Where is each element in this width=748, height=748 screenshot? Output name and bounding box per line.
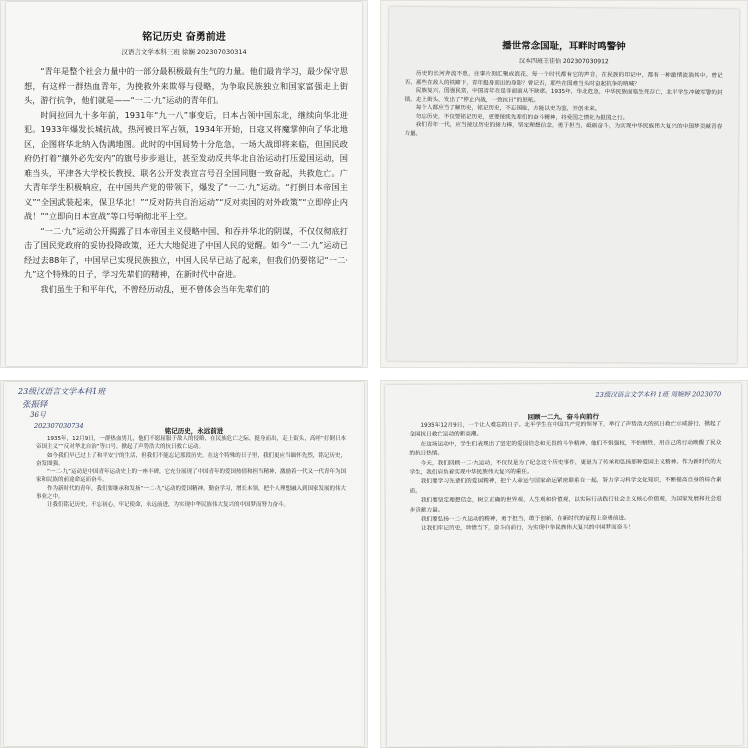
essay-photo-1 [0,0,368,368]
essay-page-4 [385,383,743,747]
essay-4-paragraph-1: 1935年12月9日，一个让人难忘的日子。北平学生在中国共产党的领导下，举行了声势浩大的抗日救亡示威游行，掀起了全国抗日救亡运动的新高潮。 [409,421,722,439]
essay-page-1 [6,2,362,366]
essay-3-paragraph-1: 1935年，12月9日，一群热血男儿，他们不愿屈服于敌人的侵略，在民族危亡之际，挺身而出，走上街头，高呼“打倒日本帝国主义”“反对华北自治”等口号，掀起了声势浩大的抗日救亡运动。 [36,436,346,451]
essay-2-paragraph-3: 每个人都应当了解历史，铭记历史，不忘国耻，方能以史为鉴，开创未来。 [415,104,601,113]
essay-3-paragraph-4: 作为新时代的青年，我们要继承和发扬“一二·九”运动的爱国精神，勤奋学习，增长本领，把个人理想融入到国家发展的伟大事业之中。 [36,485,346,501]
essay-photo-4 [380,380,748,748]
handwritten-class: 23级汉语言文学本科1班 [18,387,106,396]
essay-2-paragraph-2: 民族复兴，国强民富，中国青年在是非面前从不缺席。1935年，华北危急，中华民族面临生死存亡，北平学生冲破军警的封锁，走上街头，发出了“停止内战，一致抗日”的怒吼。 [404,87,723,104]
essay-4-paragraph-4: 我们要学习先辈们的爱国精神，把个人命运与国家命运紧密联系在一起，努力学习科学文化知识，不断提高自身的综合素质。 [409,477,722,495]
essay-2-paragraph-5: 我们青年一代，应当接过历史的接力棒，坚定理想信念，勇于担当，砥砺奋斗，为实现中华民族伟大复兴的中国梦贡献青春力量。 [404,121,723,137]
essay-4-paragraph-3: 今天，我们回顾一二·九运动，不仅仅是为了纪念这个历史事件，更是为了传承和弘扬那种爱国主义精神。作为新时代的大学生，我们肩负着实现中华民族伟大复兴的重任。 [409,458,722,476]
handwritten-number: 36号 [30,411,46,419]
essay-1-paragraph-2: 时间拉回九十多年前，1931年“九一八”事变后，日本占领中国东北，继续向华北进犯。1933年爆发长城抗战，热河被日军占领，1934年开始，日寇又将魔掌伸向了华北地区，企图将华北纳入伪满地图。此时的中国局势十分危急，一场大战即将来临，但国民政府仍打着“攘外必先安内”的旗号步步退让，甚至发动反共华北自治运动打压爱国运动，国难当头，平津各大学校长教授、联名公开发表宣言号召全国同胞一致奋起，共救危亡。广大青年学生积极响应，在中国共产党的带领下，爆发了“一二·九”运动。“打倒日本帝国主义”“全国武装起来，保卫华北！”“反对防共自治运动”“反对卖国的对外政策”“立即停止内战！”“立即向日本宣战”等口号响彻北平上空。 [24,109,348,221]
essay-1-paragraph-4: 我们虽生于和平年代，不曾经历动乱，更不曾体会当年先辈们的 [40,283,270,294]
essay-1-paragraph-3: “一二·九”运动公开揭露了日本帝国主义侵略中国、和吞并华北的阴谋，不仅仅彻底打击了国民党政府的妥协投降政策，还大大地促进了中国人民的觉醒。如今“一二·九”运动已经过去88年了，中国早已实现民族独立，中国人民早已站了起来，但我们仍要铭记“一二·九”这个特殊的日子，学习先辈们的精神，在新时代中奋进。 [24,225,348,279]
essay-photo-2 [380,0,748,368]
essay-2-title: 播世常念国耻，耳畔时鸣警钟 [502,40,626,53]
essay-1-byline: 汉语言文学本科三班 徐娴 202307030314 [121,48,247,56]
essay-4-paragraph-6: 我们要弘扬一二·九运动的精神，勇于担当，敢于创新，在新时代的征程上奋勇前进。 [420,515,630,523]
essay-1-title: 铭记历史 奋勇前进 [142,32,226,43]
essay-4-title: 回顾一二九，奋斗向前行 [527,412,599,422]
essay-page-2 [387,7,739,363]
essay-photo-3 [0,380,368,748]
handwritten-student-id: 202307030734 [34,422,84,430]
essay-4-paragraph-2: 在这场运动中，学生们表现出了坚定的爱国信念和无畏的斗争精神，他们不惧强权，不怕牺牲，用自己的行动唤醒了民众的抗日热情。 [409,439,722,458]
essay-3-title: 铭记历史，永远前进 [164,427,224,435]
essay-4-paragraph-5: 我们要坚定理想信念，树立正确的世界观、人生观和价值观，以实际行动践行社会主义核心价值观，为国家发展和社会进步贡献力量。 [409,496,722,514]
handwritten-name: 张振铎 [22,400,48,410]
essay-3-paragraph-3: “一二·九”运动是中国青年运动史上的一座丰碑，它充分展现了中国青年的爱国热情和担当精神，激励着一代又一代青年为国家和民族的前途命运而奋斗。 [36,469,346,484]
handwritten-header: 23级汉语言文学本科 1班 周婉婷 2023070 [595,390,722,399]
essay-2-paragraph-4: 勿忘历史，不仅要铭记历史，更要接续先辈们的奋斗精神，将爱国之情化为报国之行。 [415,113,629,121]
essay-4-paragraph-7: 让我们牢记历史，珍惜当下，奋斗向前行，为实现中华民族伟大复兴的中国梦而奋斗！ [420,525,634,533]
essay-3-paragraph-2: 如今我们早已过上了和平安宁的生活，但我们不能忘记那段历史。在这个特殊的日子里，我们更应当缅怀先烈，铭记历史，奋发图强。 [36,452,346,467]
essay-2-byline: 汉本四班王佳怡 202307030912 [518,57,609,66]
essay-1-paragraph-1: “青年是整个社会力量中的一部分最积极最有生气的力量。他们最肯学习，最少保守思想，有这样一群热血青年，为挽救外来欺辱与侵略，为争取民族独立和国家富强走上街头，游行抗争，他们就是——“一二·九”运动的青年们。 [24,66,348,105]
essay-page-3 [4,382,364,746]
essay-3-paragraph-5: 让我们铭记历史，不忘初心，牢记使命，永远前进，为实现中华民族伟大复兴的中国梦而努力奋斗。 [47,502,290,509]
essay-2-paragraph-1: 历史的长河奔流不息，往事片刻汇聚成浪花，每一个时代都有它的声音，在民族的印记中，都有一种激情流淌其中。曾记否，那些在敌人的铁蹄下，青年挺身而出的身影？曾记否，那些在国难当头时奋起抗争的呐喊？ [404,70,723,88]
